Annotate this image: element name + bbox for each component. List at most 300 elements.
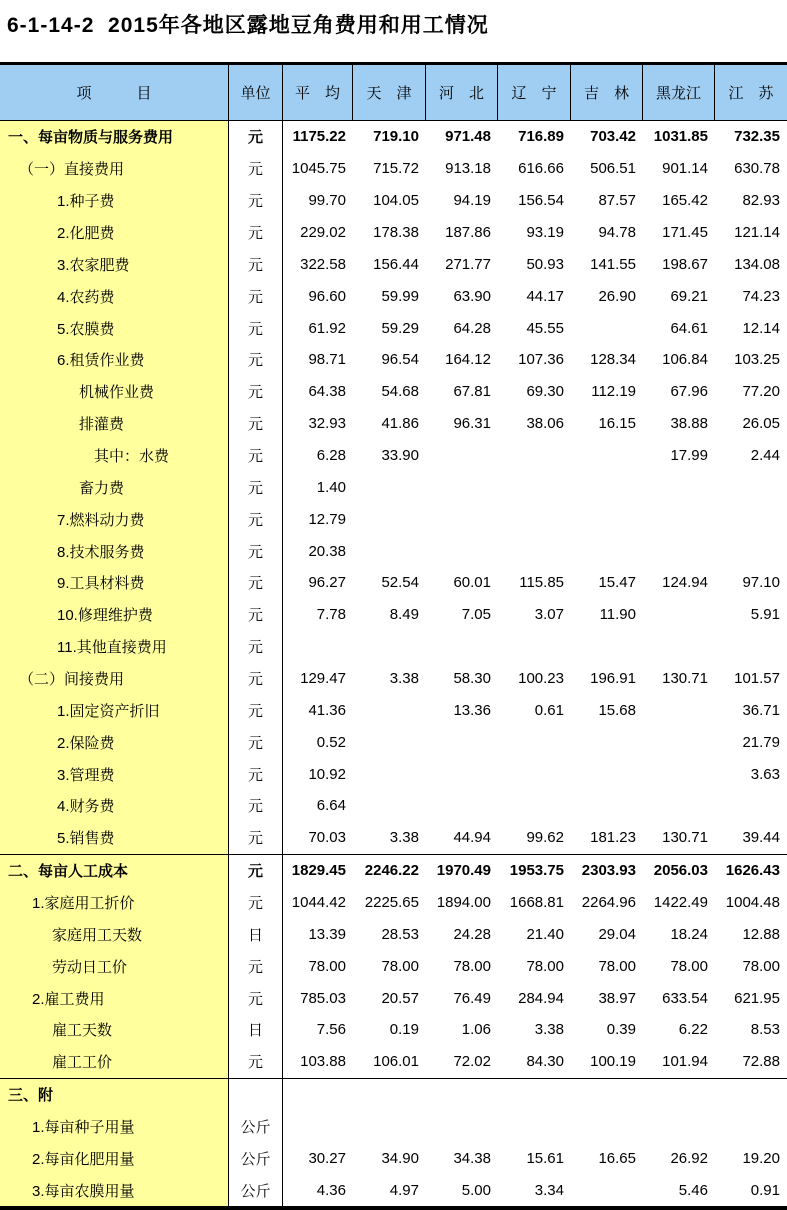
cell-value: 2.44 bbox=[750, 447, 780, 465]
cell-value: 93.19 bbox=[526, 224, 564, 241]
column-header-region: 黑龙江 bbox=[643, 65, 715, 120]
row-unit: 元 bbox=[229, 153, 283, 185]
cell-value: 1.06 bbox=[461, 1021, 491, 1039]
table-row bbox=[0, 631, 787, 663]
cell-value: 732.35 bbox=[734, 128, 780, 146]
cell-value: 785.03 bbox=[300, 989, 346, 1007]
cell-value: 29.04 bbox=[598, 925, 636, 943]
cell-value: 1045.75 bbox=[291, 160, 346, 178]
cell-value: 45.55 bbox=[526, 319, 564, 337]
cell-value: 100.19 bbox=[590, 1053, 636, 1071]
row-unit: 元 bbox=[229, 312, 283, 344]
cell-value: 64.38 bbox=[308, 383, 346, 401]
cell-value: 506.51 bbox=[590, 160, 636, 178]
table-row bbox=[0, 280, 787, 312]
cell-value: 39.44 bbox=[742, 829, 780, 847]
table-row bbox=[0, 1111, 787, 1143]
cell-value: 10.92 bbox=[308, 765, 346, 783]
cell-value bbox=[353, 535, 426, 567]
table-row bbox=[0, 1078, 787, 1111]
row-label: 3.管理费 bbox=[0, 758, 229, 790]
cell-value bbox=[426, 726, 498, 758]
cell-value bbox=[426, 535, 498, 567]
cell-value: 100.23 bbox=[518, 670, 564, 688]
cell-value: 99.62 bbox=[526, 829, 564, 847]
row-label: 5.销售费 bbox=[0, 822, 229, 854]
row-label: 8.技术服务费 bbox=[0, 535, 229, 567]
cell-value bbox=[571, 790, 643, 822]
row-label: 5.农膜费 bbox=[0, 312, 229, 344]
cell-value: 1031.85 bbox=[653, 128, 708, 146]
cell-value bbox=[643, 599, 715, 631]
row-label: 2.每亩化肥用量 bbox=[0, 1143, 229, 1175]
cell-value: 41.36 bbox=[308, 701, 346, 719]
cell-value bbox=[353, 631, 426, 663]
cell-value: 2056.03 bbox=[653, 862, 708, 880]
cell-value bbox=[426, 1079, 498, 1111]
cell-value: 78.00 bbox=[308, 957, 346, 975]
cell-value: 103.25 bbox=[734, 351, 780, 369]
cell-value: 69.30 bbox=[526, 383, 564, 401]
cell-value: 971.48 bbox=[445, 128, 491, 146]
cell-value: 77.20 bbox=[742, 383, 780, 401]
row-label: （一）直接费用 bbox=[0, 153, 229, 185]
cell-value bbox=[353, 1111, 426, 1143]
cell-value: 61.92 bbox=[308, 319, 346, 337]
cell-value: 106.84 bbox=[662, 351, 708, 369]
row-unit: 元 bbox=[229, 408, 283, 440]
row-unit: 元 bbox=[229, 982, 283, 1014]
cell-value bbox=[571, 440, 643, 472]
cell-value: 7.56 bbox=[316, 1021, 346, 1039]
cell-value: 15.68 bbox=[598, 701, 636, 719]
cell-value: 32.93 bbox=[308, 415, 346, 433]
cell-value: 59.29 bbox=[381, 319, 419, 337]
cell-value: 2246.22 bbox=[364, 862, 419, 880]
cell-value: 28.53 bbox=[381, 925, 419, 943]
cell-value: 1004.48 bbox=[725, 894, 780, 912]
cell-value bbox=[353, 790, 426, 822]
cell-value bbox=[715, 535, 787, 567]
cell-value bbox=[715, 790, 787, 822]
cell-value: 94.78 bbox=[598, 224, 636, 241]
cell-value: 30.27 bbox=[308, 1149, 346, 1167]
table-row bbox=[0, 312, 787, 344]
cell-value: 16.15 bbox=[598, 415, 636, 433]
row-label: 3.每亩农膜用量 bbox=[0, 1174, 229, 1206]
cell-value: 6.28 bbox=[316, 447, 346, 465]
cell-value: 229.02 bbox=[300, 224, 346, 241]
cell-value: 6.22 bbox=[678, 1021, 708, 1039]
table-row bbox=[0, 982, 787, 1014]
row-label: 4.财务费 bbox=[0, 790, 229, 822]
cell-value: 5.46 bbox=[678, 1181, 708, 1199]
cell-value bbox=[643, 790, 715, 822]
cell-value: 78.00 bbox=[381, 957, 419, 975]
row-unit: 元 bbox=[229, 887, 283, 919]
table-row bbox=[0, 408, 787, 440]
cell-value: 38.88 bbox=[670, 415, 708, 433]
cell-value: 3.07 bbox=[534, 606, 564, 624]
cell-value: 3.34 bbox=[534, 1181, 564, 1199]
row-unit: 元 bbox=[229, 471, 283, 503]
cell-value bbox=[571, 1079, 643, 1111]
cell-value bbox=[426, 471, 498, 503]
cell-value: 12.88 bbox=[742, 925, 780, 943]
row-label: 2.雇工费用 bbox=[0, 982, 229, 1014]
row-unit: 元 bbox=[229, 855, 283, 887]
column-header-region: 江 苏 bbox=[715, 65, 787, 120]
cell-value: 12.79 bbox=[308, 510, 346, 528]
cell-value: 58.30 bbox=[453, 670, 491, 688]
row-unit: 元 bbox=[229, 503, 283, 535]
cell-value: 716.89 bbox=[518, 128, 564, 146]
cell-value: 8.53 bbox=[750, 1021, 780, 1039]
column-header-region: 天 津 bbox=[353, 65, 426, 120]
cell-value bbox=[571, 631, 643, 663]
table-row bbox=[0, 854, 787, 887]
cell-value bbox=[571, 726, 643, 758]
cell-value: 34.90 bbox=[381, 1149, 419, 1167]
column-header-region: 河 北 bbox=[426, 65, 498, 120]
cell-value: 115.85 bbox=[519, 574, 564, 592]
cell-value: 112.19 bbox=[591, 383, 636, 401]
cell-value: 96.31 bbox=[453, 415, 491, 433]
cell-value: 21.79 bbox=[742, 733, 780, 751]
table-row bbox=[0, 185, 787, 217]
cell-value bbox=[426, 1111, 498, 1143]
row-label: 机械作业费 bbox=[0, 376, 229, 408]
cell-value: 18.24 bbox=[670, 925, 708, 943]
cell-value: 13.39 bbox=[308, 925, 346, 943]
cell-value bbox=[643, 471, 715, 503]
row-label: 1.每亩种子用量 bbox=[0, 1111, 229, 1143]
cell-value: 124.94 bbox=[662, 574, 708, 592]
row-label: 三、附 bbox=[0, 1079, 229, 1111]
row-label: 畜力费 bbox=[0, 471, 229, 503]
cell-value: 15.61 bbox=[526, 1149, 564, 1167]
cell-value: 50.93 bbox=[526, 255, 564, 273]
cell-value bbox=[353, 503, 426, 535]
table-row bbox=[0, 440, 787, 472]
cell-value: 130.71 bbox=[662, 829, 708, 847]
cell-value: 2225.65 bbox=[364, 894, 419, 912]
row-unit: 元 bbox=[229, 663, 283, 695]
table-row bbox=[0, 887, 787, 919]
cell-value: 134.08 bbox=[734, 255, 780, 273]
table-row bbox=[0, 1143, 787, 1175]
cell-value: 26.05 bbox=[742, 415, 780, 433]
cell-value bbox=[353, 758, 426, 790]
row-label: 2.保险费 bbox=[0, 726, 229, 758]
cell-value bbox=[498, 1111, 571, 1143]
row-unit: 日 bbox=[229, 1014, 283, 1046]
cell-value: 38.97 bbox=[598, 989, 636, 1007]
column-header-region: 平 均 bbox=[283, 65, 353, 120]
row-unit: 元 bbox=[229, 217, 283, 249]
table-row bbox=[0, 758, 787, 790]
cell-value: 271.77 bbox=[445, 255, 491, 273]
row-unit: 元 bbox=[229, 790, 283, 822]
cell-value: 12.14 bbox=[742, 319, 780, 337]
cell-value: 719.10 bbox=[373, 128, 419, 146]
cell-value: 130.71 bbox=[662, 670, 708, 688]
cell-value bbox=[643, 758, 715, 790]
cell-value: 20.38 bbox=[308, 542, 346, 560]
row-label: 劳动日工价 bbox=[0, 950, 229, 982]
cell-value bbox=[498, 1079, 571, 1111]
cell-value: 54.68 bbox=[381, 383, 419, 401]
cell-value: 5.00 bbox=[461, 1181, 491, 1199]
cell-value: 96.54 bbox=[381, 351, 419, 369]
table-row bbox=[0, 248, 787, 280]
cell-value: 2303.93 bbox=[581, 862, 636, 880]
cell-value: 38.06 bbox=[526, 415, 564, 433]
cell-value: 633.54 bbox=[662, 989, 708, 1007]
cell-value: 64.28 bbox=[453, 319, 491, 337]
cell-value bbox=[426, 790, 498, 822]
cell-value: 187.86 bbox=[445, 224, 491, 241]
cell-value: 196.91 bbox=[590, 670, 636, 688]
table-row bbox=[0, 822, 787, 854]
row-unit bbox=[229, 1079, 283, 1111]
row-unit: 元 bbox=[229, 726, 283, 758]
cell-value: 621.95 bbox=[734, 989, 780, 1007]
row-label: 9.工具材料费 bbox=[0, 567, 229, 599]
row-unit: 元 bbox=[229, 121, 283, 153]
table-row bbox=[0, 1174, 787, 1206]
cell-value: 3.63 bbox=[750, 765, 780, 783]
cell-value: 21.40 bbox=[526, 925, 564, 943]
cell-value: 72.88 bbox=[742, 1053, 780, 1071]
cell-value bbox=[715, 503, 787, 535]
row-label: 1.家庭用工折价 bbox=[0, 887, 229, 919]
row-unit: 公斤 bbox=[229, 1143, 283, 1175]
cell-value bbox=[498, 535, 571, 567]
row-unit: 元 bbox=[229, 1046, 283, 1078]
cell-value: 84.30 bbox=[526, 1053, 564, 1071]
cell-value: 1175.22 bbox=[292, 128, 346, 146]
cell-value bbox=[498, 726, 571, 758]
cell-value: 96.27 bbox=[308, 574, 346, 592]
table-row bbox=[0, 599, 787, 631]
cell-value: 101.94 bbox=[662, 1053, 708, 1071]
cell-value bbox=[643, 631, 715, 663]
cell-value: 13.36 bbox=[453, 701, 491, 719]
cell-value: 181.23 bbox=[590, 829, 636, 847]
cell-value bbox=[571, 535, 643, 567]
table-row bbox=[0, 217, 787, 249]
cell-value: 1422.49 bbox=[653, 894, 708, 912]
row-label: （二）间接费用 bbox=[0, 663, 229, 695]
cell-value: 2264.96 bbox=[581, 894, 636, 912]
cell-value: 1.40 bbox=[316, 478, 346, 496]
cell-value bbox=[571, 471, 643, 503]
cell-value: 104.05 bbox=[373, 192, 419, 210]
cell-value: 67.96 bbox=[670, 383, 708, 401]
cell-value bbox=[426, 758, 498, 790]
cell-value bbox=[643, 726, 715, 758]
cell-value: 4.97 bbox=[389, 1181, 419, 1199]
cell-value bbox=[498, 503, 571, 535]
column-header-item: 项 目 bbox=[0, 65, 229, 120]
cell-value: 20.57 bbox=[381, 989, 419, 1007]
cell-value: 94.19 bbox=[453, 192, 491, 210]
cell-value bbox=[498, 758, 571, 790]
cell-value bbox=[498, 471, 571, 503]
cell-value: 63.90 bbox=[453, 287, 491, 305]
cell-value bbox=[571, 1174, 643, 1206]
page-title: 6-1-14-2 2015年各地区露地豆角费用和用工情况 bbox=[7, 14, 489, 37]
cell-value bbox=[643, 503, 715, 535]
cell-value: 616.66 bbox=[518, 160, 564, 178]
cell-value bbox=[571, 1111, 643, 1143]
row-label: 3.农家肥费 bbox=[0, 248, 229, 280]
cell-value: 284.94 bbox=[518, 989, 564, 1007]
cell-value: 72.02 bbox=[453, 1053, 491, 1071]
cell-value: 0.91 bbox=[750, 1181, 780, 1199]
cell-value bbox=[715, 1111, 787, 1143]
cell-value: 156.44 bbox=[373, 255, 419, 273]
cell-value: 715.72 bbox=[373, 160, 419, 178]
table-row bbox=[0, 567, 787, 599]
row-label: 其中：水费 bbox=[0, 440, 229, 472]
cell-value: 52.54 bbox=[381, 574, 419, 592]
table-row bbox=[0, 121, 787, 153]
cell-value: 129.47 bbox=[300, 670, 346, 688]
cell-value bbox=[643, 535, 715, 567]
table-row bbox=[0, 1046, 787, 1078]
cell-value: 70.03 bbox=[308, 829, 346, 847]
cell-value: 99.70 bbox=[308, 192, 346, 210]
cell-value bbox=[715, 471, 787, 503]
cell-value bbox=[498, 631, 571, 663]
cell-value: 0.39 bbox=[606, 1021, 636, 1039]
cell-value bbox=[643, 1079, 715, 1111]
cell-value: 17.99 bbox=[670, 447, 708, 465]
cell-value: 141.55 bbox=[590, 255, 636, 273]
cell-value: 78.00 bbox=[526, 957, 564, 975]
cell-value: 24.28 bbox=[453, 925, 491, 943]
cell-value: 4.36 bbox=[316, 1181, 346, 1199]
row-unit: 元 bbox=[229, 376, 283, 408]
table-row bbox=[0, 1014, 787, 1046]
table-row bbox=[0, 726, 787, 758]
cell-value: 121.14 bbox=[734, 224, 780, 241]
cell-value: 11.90 bbox=[599, 606, 636, 624]
cell-value: 67.81 bbox=[453, 383, 491, 401]
cell-value: 3.38 bbox=[389, 670, 419, 688]
row-unit: 元 bbox=[229, 440, 283, 472]
cell-value: 1970.49 bbox=[436, 862, 491, 880]
table-header-row bbox=[0, 65, 787, 121]
row-unit: 元 bbox=[229, 694, 283, 726]
cell-value: 7.78 bbox=[316, 606, 346, 624]
cell-value: 69.21 bbox=[670, 287, 708, 305]
cell-value: 107.36 bbox=[518, 351, 564, 369]
row-unit: 元 bbox=[229, 950, 283, 982]
table-row bbox=[0, 153, 787, 185]
table-row bbox=[0, 503, 787, 535]
cell-value: 19.20 bbox=[742, 1149, 780, 1167]
cell-value: 322.58 bbox=[300, 255, 346, 273]
cell-value: 198.67 bbox=[662, 255, 708, 273]
row-label: 一、每亩物质与服务费用 bbox=[0, 121, 229, 153]
row-label: 二、每亩人工成本 bbox=[0, 855, 229, 887]
cell-value: 1829.45 bbox=[291, 862, 346, 880]
table-row bbox=[0, 790, 787, 822]
cell-value: 128.34 bbox=[590, 351, 636, 369]
cell-value: 44.94 bbox=[453, 829, 491, 847]
cell-value: 0.61 bbox=[534, 701, 564, 719]
cell-value: 630.78 bbox=[734, 160, 780, 178]
cell-value: 703.42 bbox=[590, 128, 636, 146]
row-label: 7.燃料动力费 bbox=[0, 503, 229, 535]
cell-value: 78.00 bbox=[453, 957, 491, 975]
cell-value: 5.91 bbox=[750, 606, 780, 624]
cell-value: 1044.42 bbox=[291, 894, 346, 912]
cell-value: 1894.00 bbox=[436, 894, 491, 912]
cell-value: 34.38 bbox=[453, 1149, 491, 1167]
cell-value: 901.14 bbox=[662, 160, 708, 178]
cell-value bbox=[353, 1079, 426, 1111]
row-label: 排灌费 bbox=[0, 408, 229, 440]
row-label: 1.固定资产折旧 bbox=[0, 694, 229, 726]
cell-value: 106.01 bbox=[373, 1053, 419, 1071]
cell-value bbox=[426, 440, 498, 472]
cell-value: 16.65 bbox=[598, 1149, 636, 1167]
cell-value: 36.71 bbox=[742, 701, 780, 719]
table-row bbox=[0, 950, 787, 982]
cell-value bbox=[571, 312, 643, 344]
cell-value: 1668.81 bbox=[509, 894, 564, 912]
cell-value: 96.60 bbox=[308, 287, 346, 305]
table-row bbox=[0, 471, 787, 503]
cell-value bbox=[715, 631, 787, 663]
column-header-unit: 单位 bbox=[229, 65, 283, 120]
cost-table bbox=[0, 62, 787, 1210]
cell-value: 33.90 bbox=[381, 447, 419, 465]
cell-value: 87.57 bbox=[598, 192, 636, 210]
cell-value: 0.19 bbox=[389, 1021, 419, 1039]
cell-value bbox=[353, 471, 426, 503]
cell-value: 7.05 bbox=[461, 606, 491, 624]
cell-value: 103.88 bbox=[300, 1053, 346, 1071]
cell-value: 44.17 bbox=[526, 287, 564, 305]
row-unit: 元 bbox=[229, 631, 283, 663]
row-label: 6.租赁作业费 bbox=[0, 344, 229, 376]
row-label: 10.修理维护费 bbox=[0, 599, 229, 631]
cell-value bbox=[643, 694, 715, 726]
row-unit: 元 bbox=[229, 822, 283, 854]
row-unit: 公斤 bbox=[229, 1174, 283, 1206]
cell-value: 8.49 bbox=[389, 606, 419, 624]
cell-value: 26.90 bbox=[598, 287, 636, 305]
cell-value: 15.47 bbox=[598, 574, 636, 592]
cell-value bbox=[426, 631, 498, 663]
cell-value: 78.00 bbox=[742, 957, 780, 975]
cell-value bbox=[715, 1079, 787, 1111]
cell-value: 78.00 bbox=[598, 957, 636, 975]
cell-value: 78.00 bbox=[670, 957, 708, 975]
cell-value: 164.12 bbox=[445, 351, 491, 369]
row-unit: 元 bbox=[229, 535, 283, 567]
cell-value: 0.52 bbox=[316, 733, 346, 751]
table-row bbox=[0, 918, 787, 950]
cell-value: 156.54 bbox=[518, 192, 564, 210]
cell-value: 97.10 bbox=[742, 574, 780, 592]
cell-value: 74.23 bbox=[742, 287, 780, 305]
